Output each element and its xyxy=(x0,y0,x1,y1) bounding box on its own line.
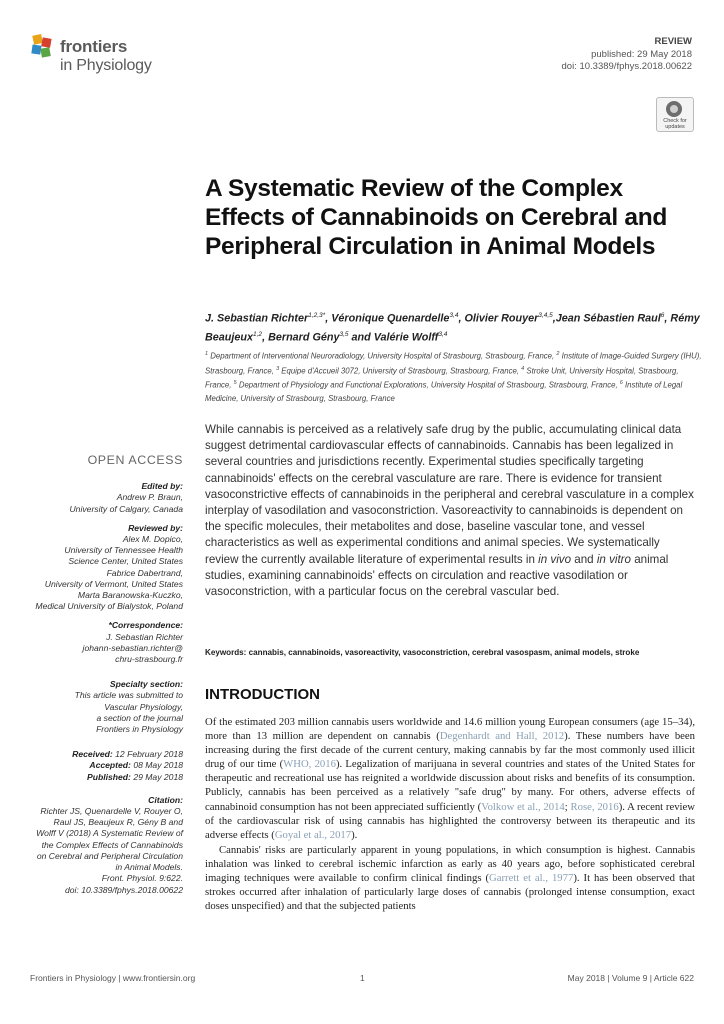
author-affiliation-marker: 3,4 xyxy=(438,331,448,339)
sidebar-line: J. Sebastian Richter xyxy=(106,631,183,642)
article-meta xyxy=(562,36,692,74)
open-access-label: OPEN ACCESS xyxy=(87,453,183,467)
citation-link[interactable]: Rose, 2016 xyxy=(570,800,619,813)
article-title: A Systematic Review of the Complex Effects of Cannabinoids on Cerebral and Peripheral Circulation in Animal Models xyxy=(205,175,668,260)
published-date-sidebar: Published: 29 May 2018 xyxy=(86,771,183,782)
author-affiliation-marker: 3,4,5 xyxy=(538,312,553,319)
citation-link[interactable]: Degenhardt and Hall, 2012 xyxy=(439,730,565,743)
citation-label: Citation: xyxy=(148,794,183,805)
abstract-text: animal studies, examining cannabinoids' effects on circulation and reactive vasodilation or vasoconstriction, with a particular focus on the cerebral vascular bed. xyxy=(205,552,669,599)
sidebar-line: Alex M. Dopico, xyxy=(122,534,183,545)
abstract-text: and xyxy=(571,552,597,566)
reviewed-by-label: Reviewed by: xyxy=(128,522,183,533)
body-text-run: ). These numbers have been increasing during the first decade of the current century, making cannabis by far the most commonly used illicit drug of our time ( xyxy=(205,730,696,771)
affiliation-marker: 5 xyxy=(233,380,237,387)
sidebar-line: on Cerebral and Peripheral Circulation xyxy=(36,850,183,861)
affiliation-marker: 2 xyxy=(556,351,560,357)
abstract-text: While cannabis is perceived as a relatively safe drug by the public, accumulating clinical data suggest detrimental cardiovascular effects of cannabinoids. Cannabis has been legalized in several countries and jurisdictions recently. Experimental studies specifically targeting cannabinoids' effects on the cerebral vasculature are rare. There is evidence for transient vasoconstrictive effects of cannabinoids in the peripheral and cerebral vasculature in a complex interplay of vasodilation and vasoconstriction. Vasoreactivity to cannabinoids is dependent on the specific molecules, their metabolites and dose, baseline vascular tone, and vessel characteristics as well as experimental conditions and animal species. We systematically review the currently available literature of experimental results in xyxy=(205,423,694,566)
footer-volume: May 2018 | Volume 9 | Article 622 xyxy=(567,973,694,983)
citation-link[interactable]: WHO, 2016 xyxy=(283,758,336,771)
page-footer xyxy=(30,973,694,987)
specialty-section-label: Specialty section: xyxy=(109,679,183,690)
paragraph xyxy=(205,843,695,913)
correspondence-info xyxy=(28,632,183,666)
paragraph xyxy=(205,715,695,842)
affiliation-marker: 1 xyxy=(205,351,209,357)
affiliation-text: Department of Interventional Neuroradiology, University Hospital of Strasbourg, Strasbourg, France, xyxy=(208,351,557,361)
body-text-run: ; xyxy=(564,800,571,813)
abstract-text: in vivo xyxy=(538,552,572,566)
body-text-run: Cannabis' risks are particularly apparent in young populations, in which consumption is highest. Cannabis inhalation was linked to cerebral ischemic infarction as early as 40 years ago, before sophisticated cerebral imaging techniques were available to confirm clinical findings ( xyxy=(205,843,695,885)
sidebar-line: Science Center, United States xyxy=(68,556,183,567)
sidebar-line: johann-sebastian.richter@ xyxy=(82,642,183,653)
accepted-date: Accepted: 08 May 2018 xyxy=(89,760,183,771)
correspondence-label: *Correspondence: xyxy=(108,620,183,631)
sidebar-line: Front. Physiol. 9:622. xyxy=(101,873,183,884)
affiliation-text: Institute of Legal Medicine, University of Strasbourg, Strasbourg, France xyxy=(205,380,683,403)
section-heading-introduction: INTRODUCTION xyxy=(205,686,320,703)
sidebar-line: Wolff V (2018) A Systematic Review of xyxy=(36,828,183,839)
reviewer-info xyxy=(28,534,183,612)
affiliation-text: Equipe d'Accueil 3072, University of Strasbourg, Strasbourg, France, xyxy=(279,366,522,376)
logo-journal-name: in Physiology xyxy=(60,57,152,74)
dates xyxy=(28,749,183,783)
citation-link[interactable]: Goyal et al., 2017 xyxy=(274,828,352,841)
author-list: J. Sebastian Richter$^{1,2,3*}$, Véronique Quenardelle$^{3,4}$, Olivier Rouyer$^{3,4,5}$,Jean Sébastien Raul$^6$, Rémy Beaujeux$^{1,2}$, Bernard Gény$^{3,5}$ and Valérie Wolff$^{3,4}$ xyxy=(205,312,700,344)
affiliation-marker: 6 xyxy=(619,380,623,387)
sidebar-line: University of Calgary, Canada xyxy=(69,503,183,514)
author-name[interactable]: J. Sebastian Richter xyxy=(205,312,309,325)
author-name[interactable]: Rémy Beaujeux xyxy=(205,312,700,344)
author-affiliation-marker: 1,2,3* xyxy=(308,312,326,319)
sidebar-line: Fabrice Dabertrand, xyxy=(106,567,183,578)
sidebar-line: the Complex Effects of Cannabinoids xyxy=(41,839,183,850)
author-name[interactable]: Véronique Quenardelle xyxy=(331,312,450,325)
author-affiliation-marker: 1,2 xyxy=(253,331,263,339)
crossmark-icon xyxy=(666,101,682,117)
citation-info xyxy=(28,806,183,896)
keywords: Keywords: cannabis, cannabinoids, vasoreactivity, vasoconstriction, cerebral vasospasm, animal models, stroke xyxy=(205,648,640,657)
sidebar-line: in Animal Models. xyxy=(115,862,183,873)
logo-wordmark: frontiers xyxy=(60,37,128,56)
sidebar-line: a section of the journal xyxy=(96,712,183,723)
sidebar-line: Frontiers in Physiology xyxy=(96,724,183,735)
author-name[interactable]: Valérie Wolff xyxy=(373,331,439,344)
author-name[interactable]: Jean Sébastien Raul xyxy=(555,312,661,325)
article-type: REVIEW xyxy=(654,36,692,47)
affiliation-text: Institute of Image-Guided Surgery (IHU), Strasbourg, France, xyxy=(205,351,702,376)
sidebar-line: Vascular Physiology, xyxy=(104,701,183,712)
sidebar-line: doi: 10.3389/fphys.2018.00622 xyxy=(64,884,183,895)
received-date: Received: 12 February 2018 xyxy=(72,749,183,760)
journal-logo xyxy=(30,33,180,81)
body-text-run: ). A recent review of the cardiovascular risk of using cannabis has highlighted the controversy between its therapeutic and its adverse effects ( xyxy=(205,800,695,841)
abstract-text: in vitro xyxy=(596,552,631,566)
sidebar-line: Medical University of Bialystok, Poland xyxy=(35,601,183,612)
author-name[interactable]: Bernard Gény xyxy=(268,331,340,344)
sidebar-line: University of Tennessee Health xyxy=(64,545,183,556)
article-sidebar xyxy=(28,455,183,896)
frontiers-logo-icon xyxy=(30,33,56,61)
article-doi[interactable]: doi: 10.3389/fphys.2018.00622 xyxy=(561,61,692,72)
check-for-updates-badge[interactable] xyxy=(656,97,694,132)
page-number: 1 xyxy=(360,973,365,983)
sidebar-line: Andrew P. Braun, xyxy=(116,492,183,503)
footer-journal[interactable]: Frontiers in Physiology | www.frontiersin.org xyxy=(30,973,196,983)
affiliation-text: Department of Physiology and Functional Explorations, University Hospital of Strasbourg, Strasbourg, France, xyxy=(236,380,620,390)
specialty-info xyxy=(28,690,183,735)
check-for-updates-label: Check for updates xyxy=(663,118,687,130)
introduction-body xyxy=(205,715,695,913)
author-name[interactable]: Olivier Rouyer xyxy=(464,312,539,325)
affiliations xyxy=(205,348,705,405)
sidebar-line: This article was submitted to xyxy=(74,690,183,701)
sidebar-line: Raul JS, Beaujeux R, Gény B and xyxy=(53,817,183,828)
author-affiliation-marker: 3,4 xyxy=(449,312,459,319)
sidebar-line: chru-strasbourg.fr xyxy=(115,654,183,665)
sidebar-line: University of Vermont, United States xyxy=(44,578,183,589)
affiliation-text: Stroke Unit, University Hospital, Strasbourg, France, xyxy=(205,366,679,390)
affiliation-marker: 3 xyxy=(276,365,280,372)
body-text-run: ). It has been observed that strokes occurred after inhalation of particularly large doses of cannabis (prolonged intense consumption, exact doses unspecified) and that the subjected patients xyxy=(205,872,695,913)
published-date: published: 29 May 2018 xyxy=(591,48,692,60)
author-affiliation-marker: 3,5 xyxy=(339,331,349,339)
citation-link[interactable]: Garrett et al., 1977 xyxy=(489,872,574,885)
editor-info xyxy=(28,492,183,514)
affiliation-marker: 4 xyxy=(521,365,525,372)
sidebar-line: Marta Baranowska-Kuczko, xyxy=(77,590,183,601)
abstract xyxy=(205,422,695,600)
edited-by-label: Edited by: xyxy=(141,481,183,492)
author-affiliation-marker: 6 xyxy=(660,312,665,319)
citation-link[interactable]: Volkow et al., 2014 xyxy=(481,800,565,813)
body-text-run: ). xyxy=(351,828,358,841)
body-text-run: Of the estimated 203 million cannabis users worldwide and 14.6 million young European consumers (age 15–34), more than 13 million are dependent on cannabis ( xyxy=(205,716,695,743)
sidebar-line: Richter JS, Quenardelle V, Rouyer O, xyxy=(40,806,183,817)
body-text-run: ). Legalization of marijuana in several countries and states of the United States for therapeutic and recreational use has reignited a worldwide discussion about risks and benefits of its consumption. Publicly, cannabis has been perceived as a relatively "safe drug" by many. For others, adverse effects of cannabinoid consumption has not been appreciated sufficiently ( xyxy=(205,758,695,813)
